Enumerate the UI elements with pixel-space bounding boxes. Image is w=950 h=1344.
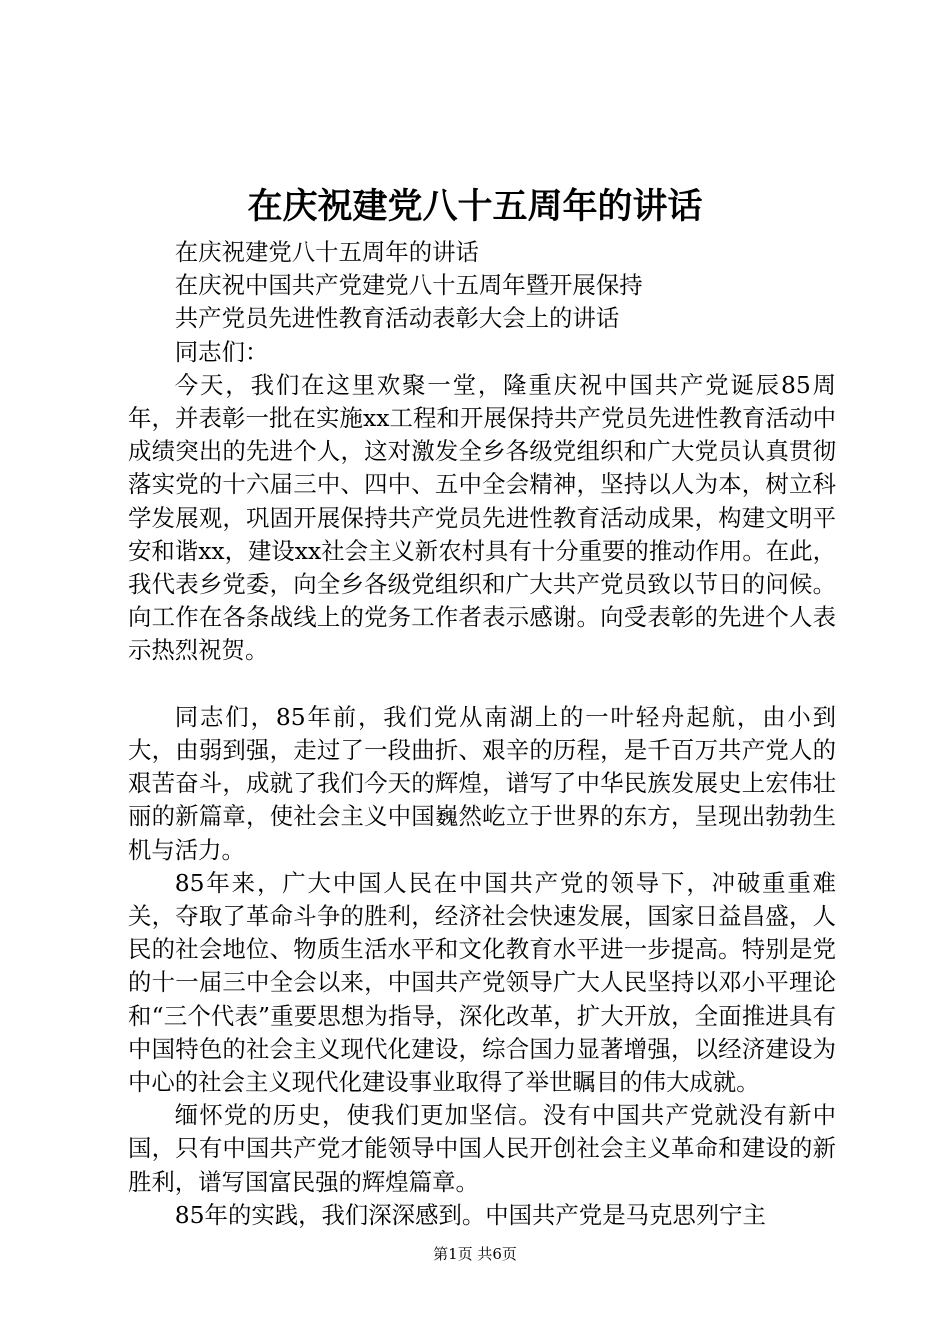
- page-number-footer: 第1页 共6页: [433, 1245, 517, 1263]
- paragraph-spacer: [128, 668, 836, 701]
- body-paragraph: 85年来，广大中国人民在中国共产党的领导下，冲破重重难关，夺取了革命斗争的胜利，经济社会快速发展，国家日益昌盛，人民的社会地位、物质生活水平和文化教育水平进一步提高。特别是党的十一届三中全会以来，中国共产党领导广大人民坚持以邓小平理论和“三个代表”重要思想为指导，深化改革，扩大开放，全面推进具有中国特色的社会主义现代化建设，综合国力显著增强，以经济建设为中心的社会主义现代化建设事业取得了举世瞩目的伟大成就。: [128, 868, 836, 1097]
- heading-line: 在庆祝中国共产党建党八十五周年暨开展保持: [174, 271, 643, 300]
- body-paragraph: 同志们，85年前，我们党从南湖上的一叶轻舟起航，由小到大，由弱到强，走过了一段曲折、艰辛的历程，是千百万共产党人的艰苦奋斗，成就了我们今天的辉煌，谱写了中华民族发展史上宏伟壮丽的新篇章，使社会主义中国巍然屹立于世界的东方，呈现出勃勃生机与活力。: [128, 702, 836, 864]
- body-paragraph: 85年的实践，我们深深感到。中国共产党是马克思列宁主: [174, 1200, 766, 1229]
- document-body: [128, 236, 836, 1232]
- body-paragraph: 缅怀党的历史，使我们更加坚信。没有中国共产党就没有新中国，只有中国共产党才能领导中国人民开创社会主义革命和建设的新胜利，谱写国富民强的辉煌篇章。: [128, 1101, 836, 1196]
- salutation: 同志们：: [174, 337, 269, 366]
- heading-line: 在庆祝建党八十五周年的讲话: [174, 238, 479, 266]
- body-paragraph: 今天，我们在这里欢聚一堂，隆重庆祝中国共产党诞辰85周年，并表彰一批在实施xx工程和开展保持共产党员先进性教育活动中成绩突出的先进个人，这对激发全乡各级党组织和广大党员认真贯彻落实党的十六届三中、四中、五中全会精神，坚持以人为本，树立科学发展观，巩固开展保持共产党员先进性教育活动成果，构建文明平安和谐xx，建设xx社会主义新农村具有十分重要的推动作用。在此，我代表乡党委，向全乡各级党组织和广大共产党员致以节日的问候。向工作在各条战线上的党务工作者表示感谢。向受表彰的先进个人表示热烈祝贺。: [128, 370, 836, 665]
- heading-line: 共产党员先进性教育活动表彰大会上的讲话: [174, 304, 620, 333]
- document-title: 在庆祝建党八十五周年的讲话: [247, 186, 703, 227]
